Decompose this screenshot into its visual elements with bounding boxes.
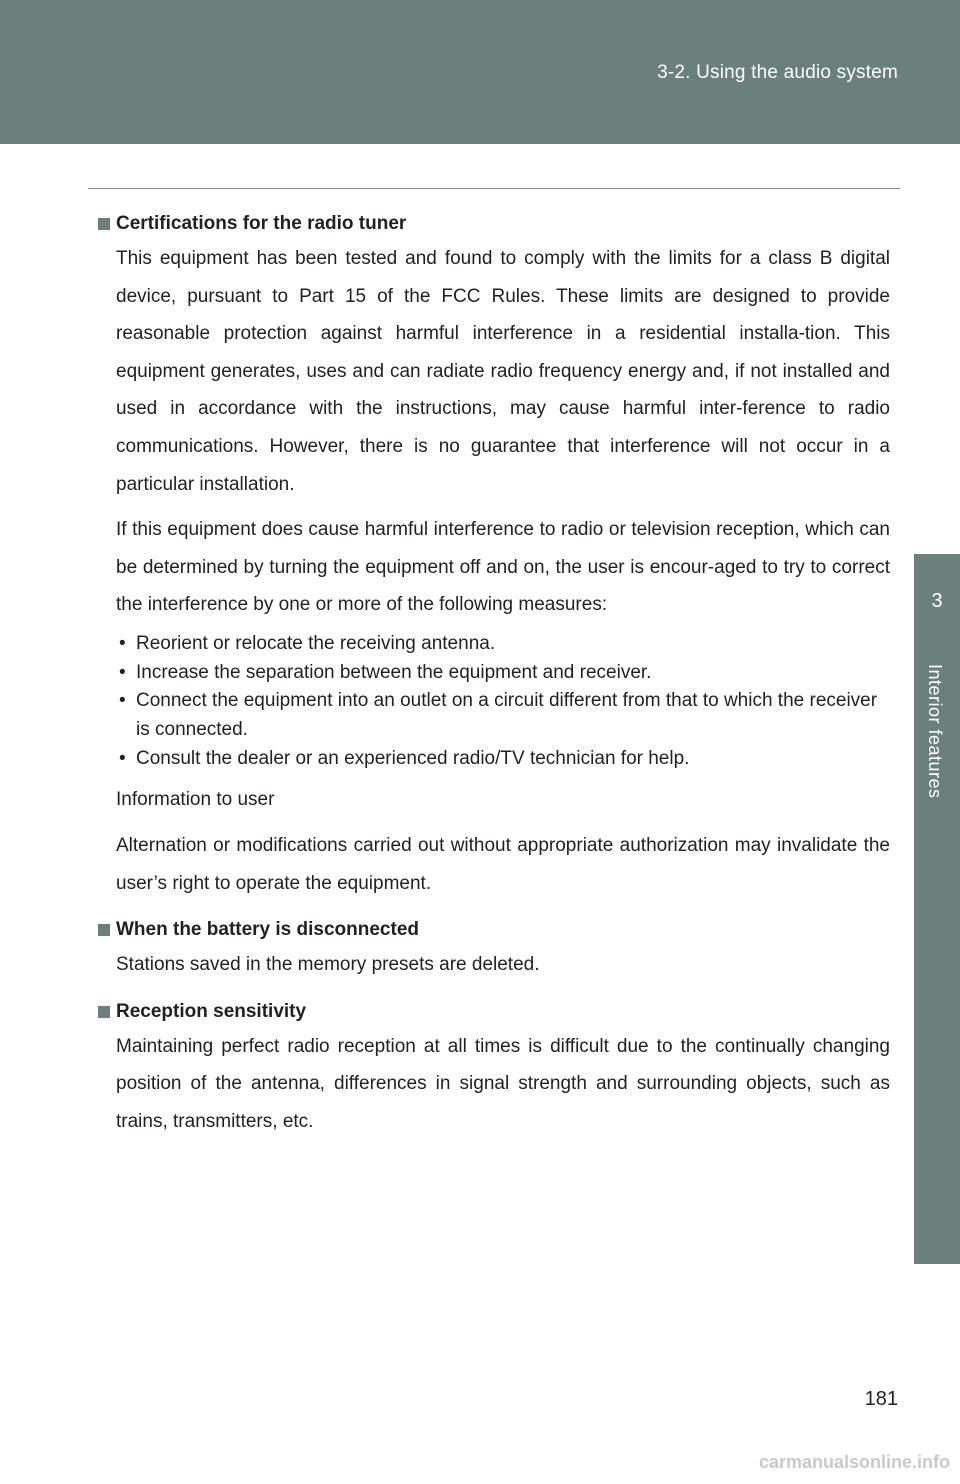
body-paragraph: Alternation or modifications carried out without appropriate authorization may invalidate the user’s right to operate the equipment. <box>116 835 890 894</box>
section-title: 3-2. Using the audio system <box>657 62 898 83</box>
list-item: • Reorient or relocate the receiving antenna. <box>116 630 890 659</box>
body-paragraph: Stations saved in the memory presets are deleted. <box>116 954 540 976</box>
section-heading <box>98 914 890 946</box>
section-heading <box>98 996 890 1028</box>
list-item: • Connect the equipment into an outlet on a circuit different from that to which the receiver is connected. <box>116 687 890 744</box>
section-heading <box>98 208 890 240</box>
page-content <box>98 208 890 1141</box>
page-header <box>0 0 960 144</box>
square-bullet-icon <box>98 218 110 230</box>
body-paragraph: This equipment has been tested and found to comply with the limits for a class B digital device, pursuant to Part 15 of the FCC Rules. These limits are designed to provide reasonable protection against harmful interference in a residential installa-tion. This equipment generates, uses and can radiate radio frequency energy and, if not installed and used in accordance with the instructions, may cause harmful inter-ference to radio communications. However, there is no guarantee that interference will not occur in a particular installation. <box>116 248 890 495</box>
chapter-label: Interior features <box>925 664 945 799</box>
square-bullet-icon <box>98 1006 110 1018</box>
body-paragraph: Maintaining perfect radio reception at all times is difficult due to the continually changing position of the antenna, differences in signal strength and surrounding objects, such as trains, transmitters, etc. <box>116 1035 890 1133</box>
heading-text: Reception sensitivity <box>116 1000 307 1022</box>
body-paragraph: If this equipment does cause harmful interference to radio or television reception, which can be determined by turning the equipment off and on, the user is encour-aged to try to correct the interference by one or more of the following measures: <box>116 519 890 616</box>
page-number: 181 <box>864 1388 898 1410</box>
heading-text: When the battery is disconnected <box>116 919 419 941</box>
info-label: Information to user <box>116 789 275 811</box>
list-item: • Increase the separation between the equipment and receiver. <box>116 659 890 688</box>
header-divider <box>88 188 900 189</box>
list-item: • Consult the dealer or an experienced radio/TV technician for help. <box>116 745 890 774</box>
chapter-side-tab <box>914 554 960 1264</box>
square-bullet-icon <box>98 924 110 936</box>
heading-text: Certifications for the radio tuner <box>116 213 407 234</box>
watermark: carmanualsonline.info <box>758 1452 950 1472</box>
bullet-list <box>116 630 890 774</box>
chapter-number: 3 <box>931 590 943 612</box>
